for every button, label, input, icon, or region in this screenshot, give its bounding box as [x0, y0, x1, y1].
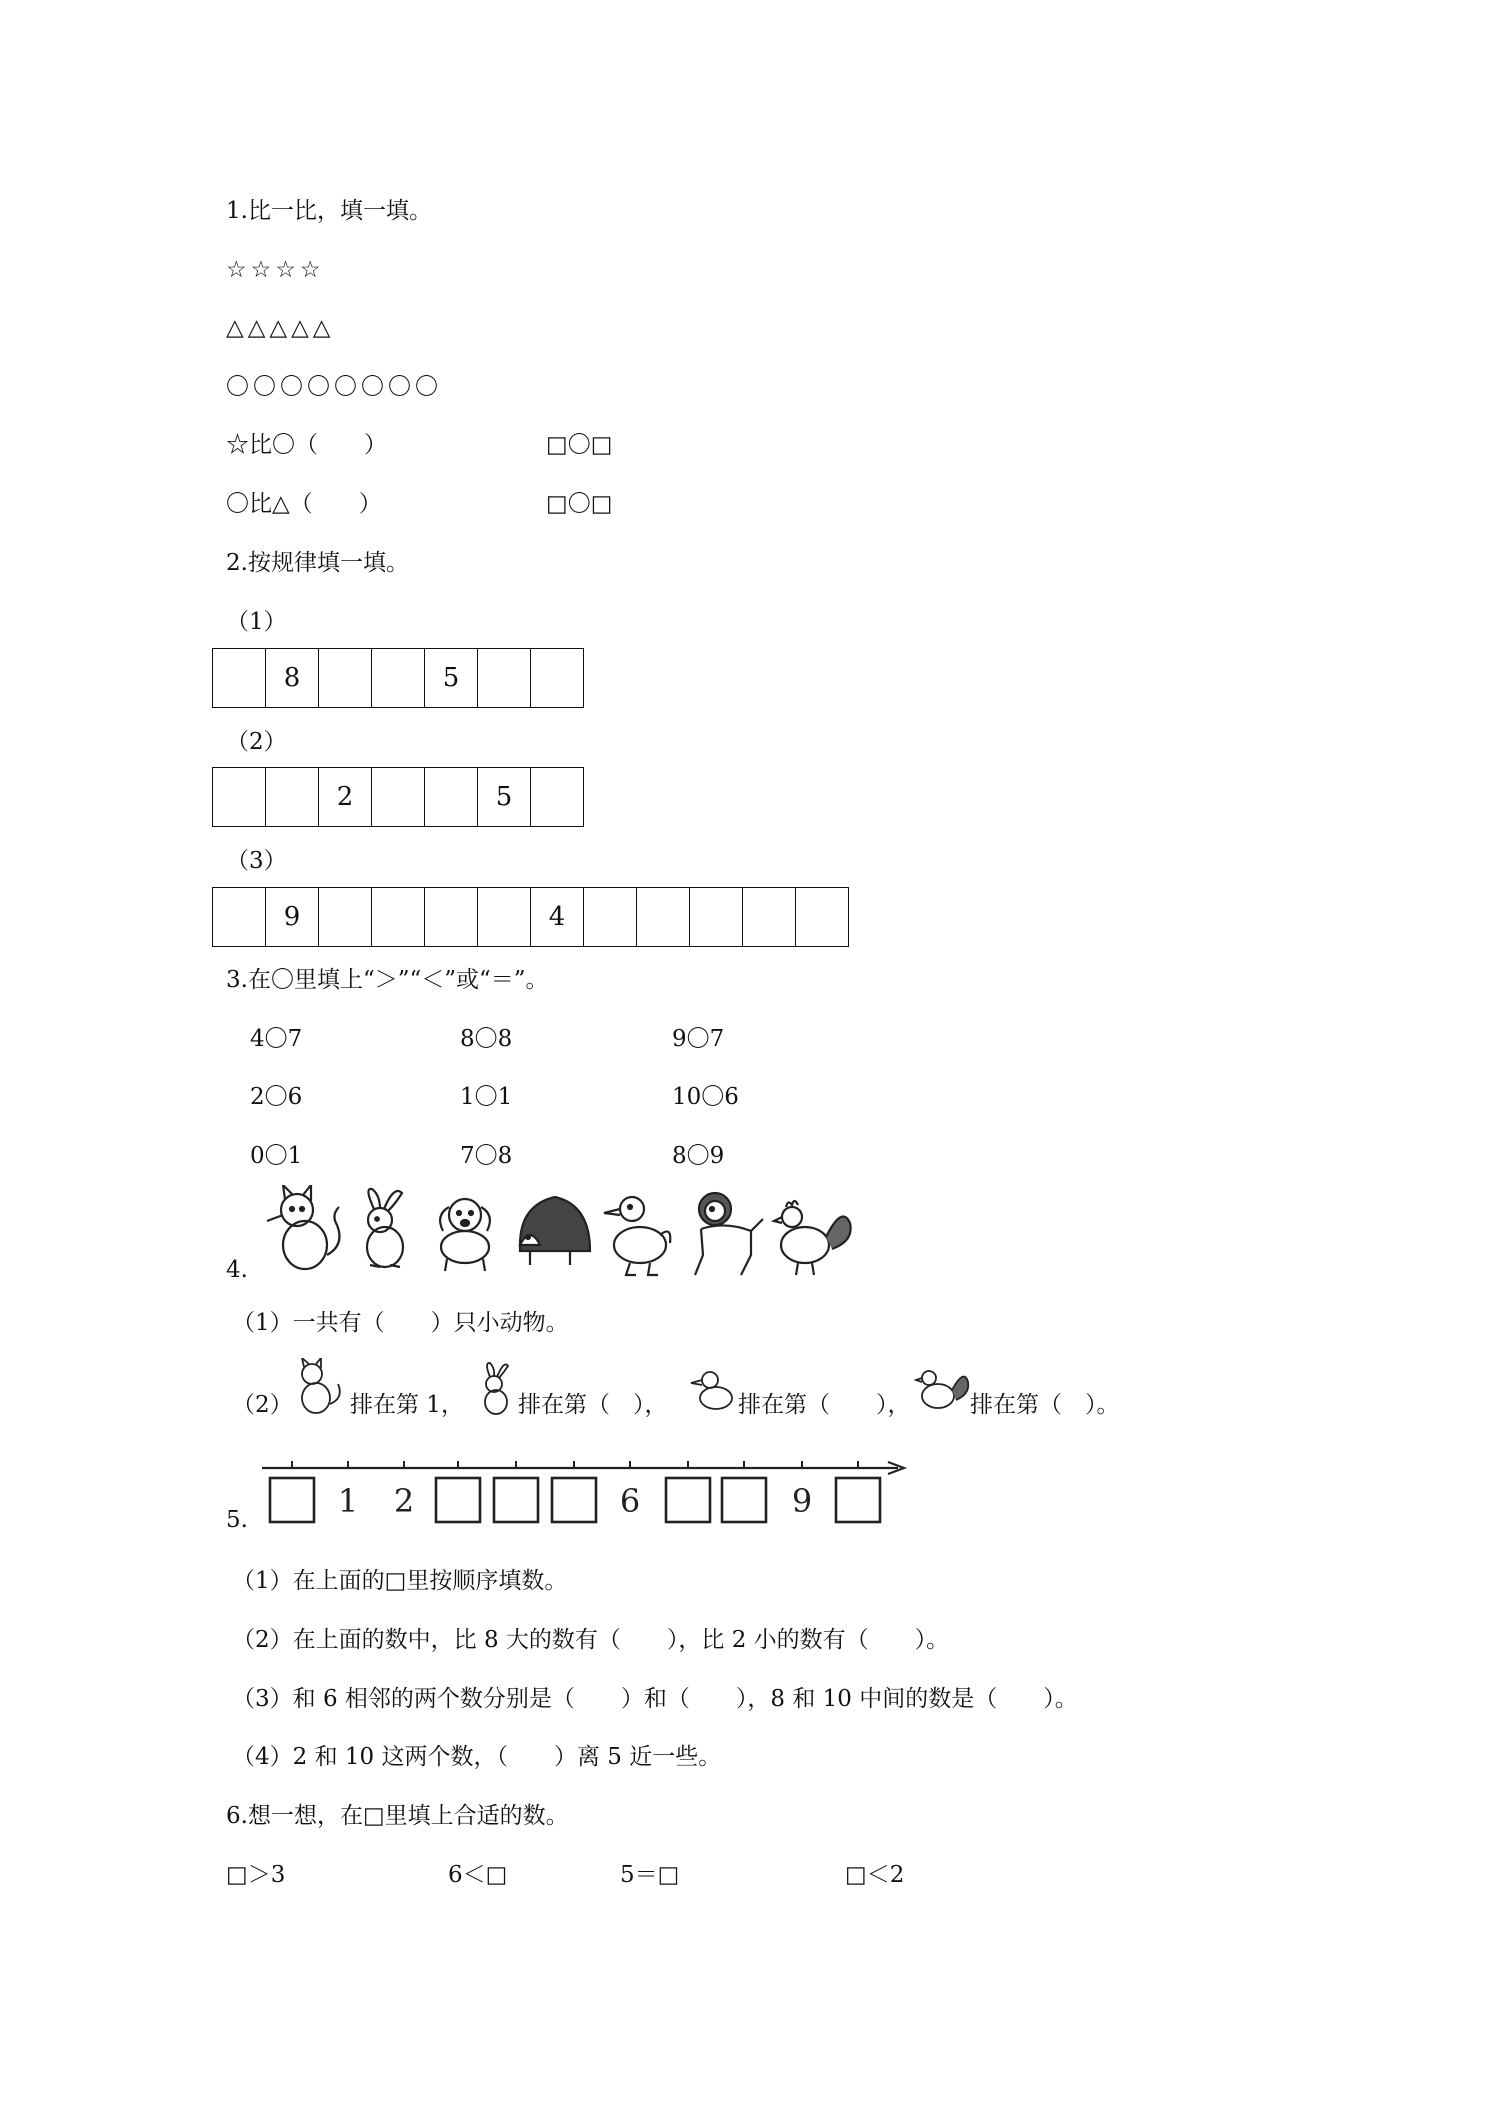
pattern-cell[interactable]	[425, 768, 478, 827]
q5-number: 5.	[226, 1507, 248, 1533]
circles-row: 〇〇〇〇〇〇〇〇	[226, 374, 442, 400]
compare-item[interactable]: 4〇7	[250, 1026, 303, 1052]
pattern-cell[interactable]	[266, 768, 319, 827]
fill-item[interactable]: □＞3	[226, 1862, 286, 1888]
q4-sub2-d: 排在第（ ）。	[970, 1392, 1120, 1418]
number-line-box[interactable]	[666, 1478, 710, 1522]
triangles-row: △△△△△	[226, 315, 335, 341]
pattern-cell[interactable]	[213, 649, 266, 708]
q4-sub2-b: 排在第（ ），	[518, 1392, 668, 1418]
q4-sub1: （1）一共有（ ）只小动物。	[232, 1310, 569, 1336]
compare-item[interactable]: 2〇6	[250, 1084, 303, 1110]
q2-title: 2.按规律填一填。	[226, 550, 409, 576]
q4-sub2-c: 排在第（ ），	[738, 1392, 911, 1418]
cat-icon	[290, 1358, 350, 1418]
compare-item[interactable]: 0〇1	[250, 1143, 303, 1169]
number-line-box[interactable]	[836, 1478, 880, 1522]
number-line-box[interactable]	[722, 1478, 766, 1522]
number-line-box[interactable]	[270, 1478, 314, 1522]
fill-item[interactable]: □＜2	[845, 1862, 905, 1888]
pattern-cell[interactable]	[372, 768, 425, 827]
pattern-cell[interactable]	[372, 888, 425, 947]
q4-sub2-prefix: （2）	[232, 1392, 293, 1418]
number-line-label: 9	[791, 1482, 813, 1520]
cat-icon	[267, 1185, 339, 1269]
q6-title: 6.想一想，在□里填上合适的数。	[226, 1803, 569, 1829]
q2-label-1: （1）	[226, 609, 287, 635]
pattern-cell: 5	[425, 649, 478, 708]
number-line-label: 2	[393, 1482, 415, 1520]
pattern-cell[interactable]	[531, 768, 584, 827]
q5-sub3: （3）和 6 相邻的两个数分别是（ ）和（ ），8 和 10 中间的数是（ ）。	[232, 1686, 1078, 1712]
compare-item[interactable]: 1〇1	[460, 1084, 513, 1110]
q5-sub1: （1）在上面的□里按顺序填数。	[232, 1568, 568, 1594]
compare-item[interactable]: 7〇8	[460, 1143, 513, 1169]
pattern-cell: 5	[478, 768, 531, 827]
pattern-cell: 9	[266, 888, 319, 947]
compare-item[interactable]: 9〇7	[672, 1026, 725, 1052]
pattern-cell[interactable]	[584, 888, 637, 947]
number-line-box[interactable]	[436, 1478, 480, 1522]
pattern-cell[interactable]	[796, 888, 849, 947]
duck-icon	[688, 1366, 738, 1416]
pattern-grid-3	[212, 887, 849, 947]
compare1-boxes[interactable]: □〇□	[546, 432, 613, 458]
pattern-cell[interactable]	[478, 649, 531, 708]
compare-item[interactable]: 8〇9	[672, 1143, 725, 1169]
compare-item[interactable]: 10〇6	[672, 1084, 739, 1110]
q2-label-2: （2）	[226, 729, 287, 755]
pattern-cell[interactable]	[690, 888, 743, 947]
number-line-box[interactable]	[552, 1478, 596, 1522]
number-line-label: 1	[337, 1482, 359, 1520]
pattern-grid-2	[212, 767, 584, 827]
rabbit-icon	[367, 1189, 403, 1267]
q4-number: 4.	[226, 1257, 248, 1283]
pattern-cell[interactable]	[319, 888, 372, 947]
pattern-grid-1	[212, 648, 584, 708]
pattern-cell: 8	[266, 649, 319, 708]
pattern-cell[interactable]	[743, 888, 796, 947]
pattern-cell[interactable]	[213, 768, 266, 827]
dog-icon	[440, 1199, 490, 1271]
q5-sub2: （2）在上面的数中，比 8 大的数有（ ），比 2 小的数有（ ）。	[232, 1627, 950, 1653]
rooster-icon	[774, 1201, 851, 1275]
compare2-boxes[interactable]: □〇□	[546, 491, 613, 517]
pattern-cell[interactable]	[372, 649, 425, 708]
compare-item[interactable]: 8〇8	[460, 1026, 513, 1052]
pattern-cell: 4	[531, 888, 584, 947]
number-line	[258, 1448, 918, 1528]
animal-row	[255, 1185, 855, 1280]
stars-row: ☆☆☆☆	[226, 257, 325, 283]
hedgehog-icon	[520, 1197, 590, 1265]
number-line-box[interactable]	[494, 1478, 538, 1522]
rooster-icon	[914, 1358, 970, 1418]
pattern-cell: 2	[319, 768, 372, 827]
duck-icon	[604, 1197, 670, 1275]
puppy-icon	[695, 1193, 763, 1275]
q4-sub2-a: 排在第 1，	[350, 1392, 464, 1418]
pattern-cell[interactable]	[213, 888, 266, 947]
rabbit-icon	[474, 1360, 518, 1418]
q2-label-3: （3）	[226, 848, 287, 874]
number-line-label: 6	[619, 1482, 641, 1520]
compare2-text: 〇比△（ ）	[226, 491, 382, 517]
pattern-cell[interactable]	[425, 888, 478, 947]
fill-item[interactable]: 6＜□	[448, 1862, 508, 1888]
pattern-cell[interactable]	[531, 649, 584, 708]
compare1-text: ☆比〇（ ）	[226, 432, 387, 458]
fill-item[interactable]: 5＝□	[620, 1862, 680, 1888]
q3-title: 3.在〇里填上“＞”“＜”或“＝”。	[226, 967, 549, 993]
q1-title: 1.比一比，填一填。	[226, 198, 432, 224]
pattern-cell[interactable]	[478, 888, 531, 947]
q5-sub4: （4）2 和 10 这两个数，（ ）离 5 近一些。	[232, 1744, 722, 1770]
pattern-cell[interactable]	[637, 888, 690, 947]
pattern-cell[interactable]	[319, 649, 372, 708]
